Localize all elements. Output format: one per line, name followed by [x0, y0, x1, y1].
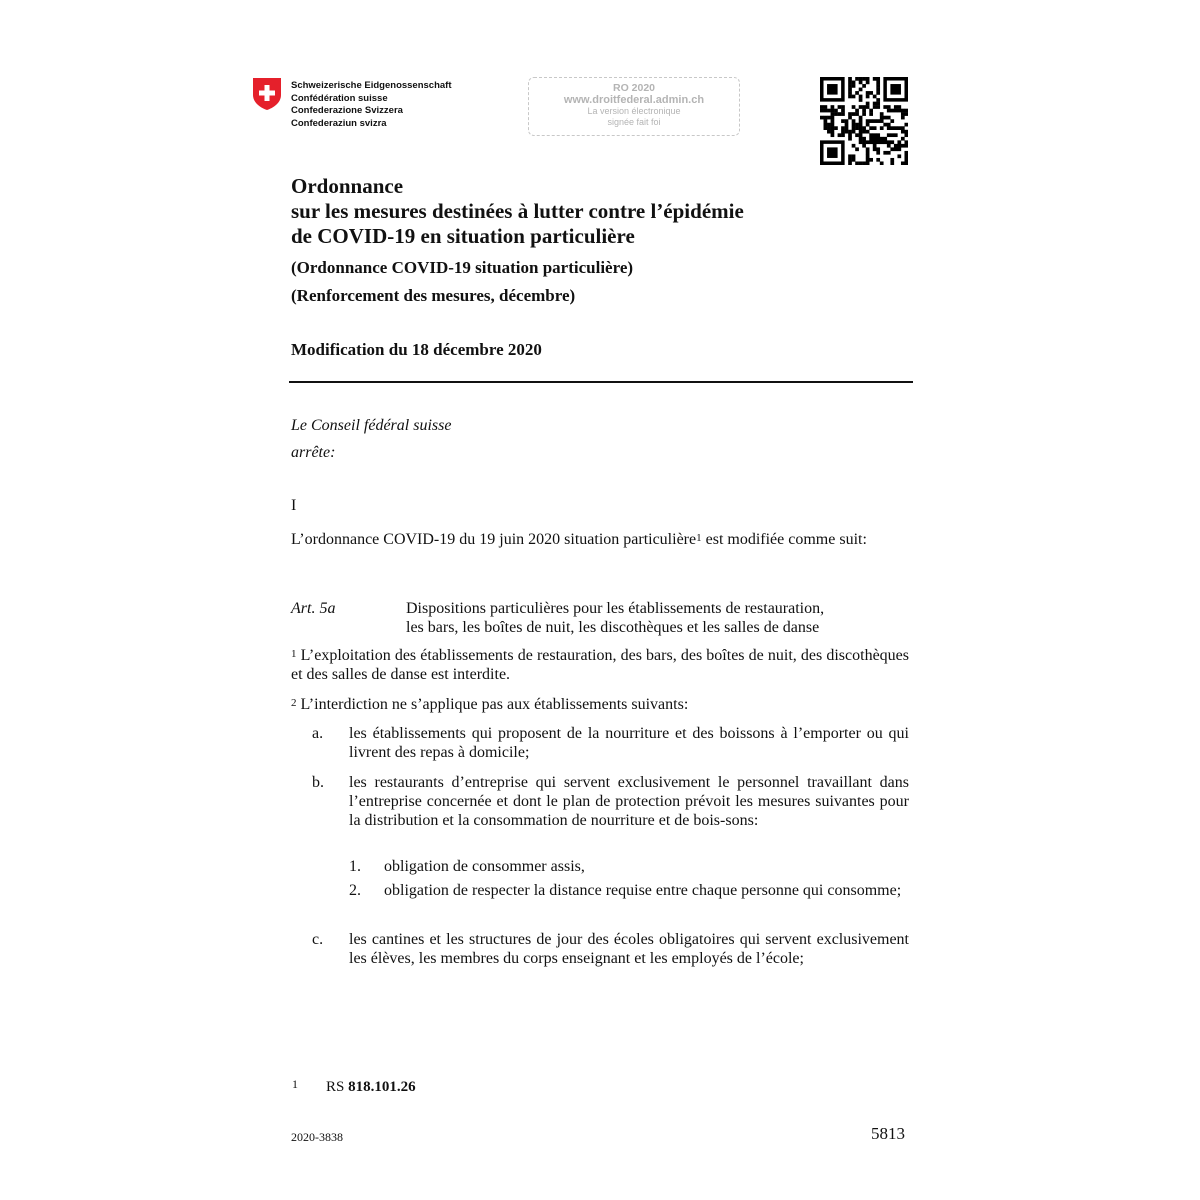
ro-stamp-line1: RO 2020 — [612, 82, 656, 94]
section-number: I — [291, 497, 297, 514]
paragraph-2 — [291, 695, 909, 714]
confederation-fr: Confédération suisse — [291, 92, 388, 104]
list-item: les restaurants d’entreprise qui servent exclusivement le personnel travaillant dans l’entreprise concernée et dont le plan de protection prévoit les mesures suivantes pour la distribution et la consommation de nourriture et de bois-sons: — [349, 774, 909, 829]
footnote-ref: 1 — [696, 532, 702, 544]
list-marker: b. — [312, 774, 324, 791]
preamble-line2: arrête: — [291, 444, 336, 461]
sublist-item: obligation de respecter la distance requise entre chaque personne qui consomme; — [384, 882, 902, 899]
paragraph-number: 1 — [291, 648, 297, 660]
intro-text: L’ordonnance COVID-19 du 19 juin 2020 situation particulière — [291, 531, 697, 548]
title-line3: de COVID-19 en situation particulière — [291, 224, 635, 248]
footnote-prefix: RS — [326, 1079, 349, 1095]
article-title-line1: Dispositions particulières pour les établissements de restauration, — [406, 600, 825, 617]
short-title — [291, 254, 633, 310]
ro-stamp — [528, 77, 740, 136]
short-title-line1: (Ordonnance COVID-19 situation particulière) — [291, 258, 634, 277]
preamble — [291, 412, 451, 466]
intro-paragraph — [291, 530, 909, 549]
confederation-names — [291, 80, 452, 130]
article-title — [406, 599, 911, 637]
footnote-number: 1 — [292, 1077, 298, 1091]
list-marker: c. — [312, 931, 324, 948]
title-line1: Ordonnance — [291, 174, 404, 198]
list-marker: a. — [312, 725, 324, 742]
sublist-item: obligation de consommer assis, — [384, 858, 585, 875]
sublist-marker: 2. — [349, 882, 361, 899]
document-number: 2020-3838 — [291, 1130, 343, 1144]
swiss-coat-of-arms-icon — [252, 77, 282, 111]
preamble-line1: Le Conseil fédéral suisse — [291, 417, 452, 434]
ro-stamp-line4: signée fait foi — [607, 117, 661, 127]
list-item: les établissements qui proposent de la nourriture et des boissons à l’emporter ou qui livrent des repas à domicile; — [349, 725, 909, 761]
article-title-line2: les bars, les boîtes de nuit, les discothèques et les salles de danse — [406, 619, 820, 636]
confederation-de: Schweizerische Eidgenossenschaft — [291, 80, 452, 91]
page-number: 5813 — [871, 1124, 905, 1143]
modification-date: Modification du 18 décembre 2020 — [291, 340, 542, 359]
confederation-rm: Confederaziun svizra — [291, 117, 387, 129]
ro-stamp-line3: La version électronique — [587, 106, 681, 116]
paragraph-1 — [291, 646, 909, 684]
paragraph-text: L’interdiction ne s’applique pas aux établissements suivants: — [296, 696, 689, 713]
title-line2: sur les mesures destinées à lutter contre l’épidémie — [291, 199, 744, 223]
sublist-marker: 1. — [349, 858, 361, 875]
list-item: les cantines et les structures de jour des écoles obligatoires qui servent exclusivement les élèves, les membres du corps enseignant et les employés de l’école; — [349, 931, 909, 967]
short-title-line2: (Renforcement des mesures, décembre) — [291, 286, 576, 305]
footnote-ref-number: 818.101.26 — [348, 1079, 416, 1095]
article-label: Art. 5a — [291, 600, 336, 617]
ro-stamp-url: www.droitfederal.admin.ch — [563, 94, 705, 106]
qr-code-icon — [820, 77, 908, 165]
intro-text-end: est modifiée comme suit: — [701, 531, 867, 548]
paragraph-number: 2 — [291, 697, 297, 709]
footnote-text — [326, 1079, 416, 1096]
page-title — [291, 174, 744, 249]
paragraph-text: L’exploitation des établissements de restauration, des bars, des boîtes de nuit, des discothèques et des salles de danse est interdite. — [291, 647, 909, 683]
title-divider — [289, 381, 913, 383]
confederation-it: Confederazione Svizzera — [291, 105, 403, 116]
